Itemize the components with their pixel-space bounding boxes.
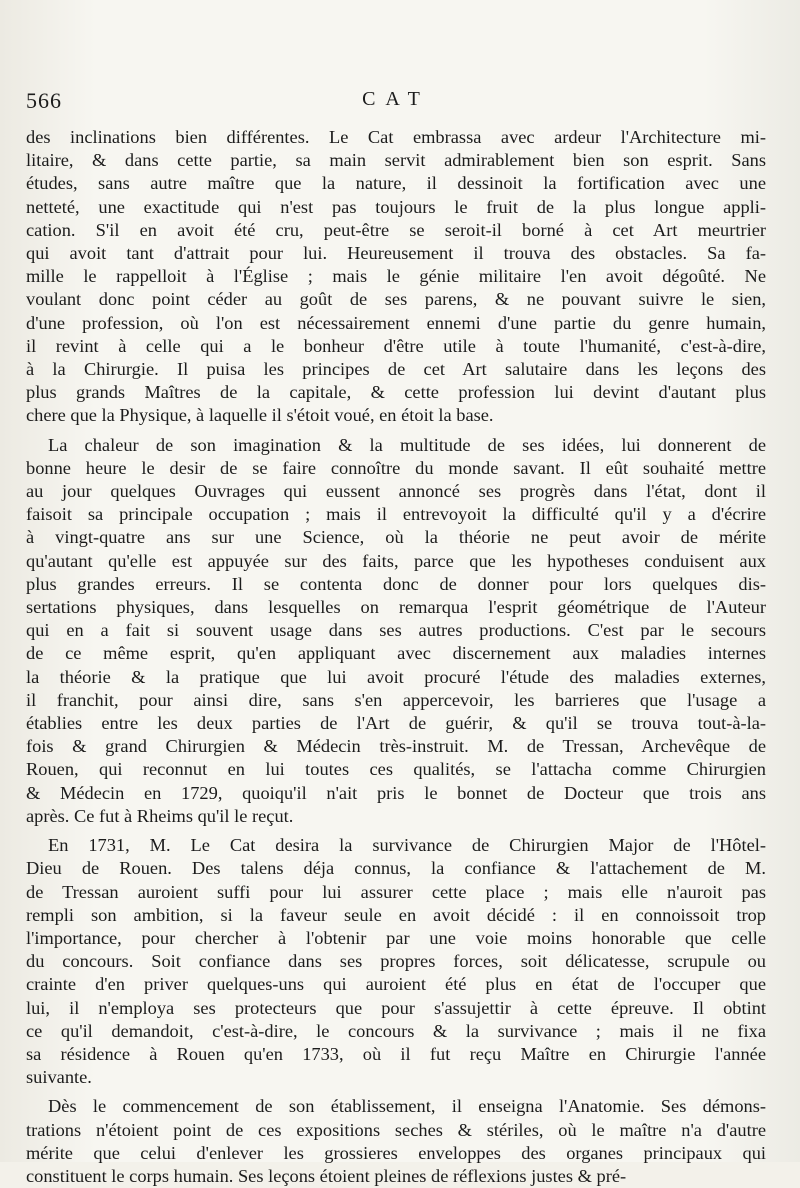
text-line: de Tressan auroient suffi pour lui assurer cette place ; mais elle n'auroit pas [26,881,766,902]
body-text [26,126,766,1188]
text-line: Dieu de Rouen. Des talens déja connus, la confiance & l'attachement de M. [26,858,766,879]
paragraph [26,834,766,1089]
page-number: 566 [26,88,62,113]
text-line: au jour quelques Ouvrages qui eussent annoncé ses progrès dans l'état, dont il [26,481,766,502]
text-line: suivante. [26,1067,92,1088]
text-line: lui, il n'employa ses protecteurs que pour s'assujettir à cette épreuve. Il obtint [26,997,766,1018]
text-line: ce qu'il demandoit, c'est-à-dire, le concours & la survivance ; mais il ne fixa [26,1020,766,1041]
text-line: rempli son ambition, si la faveur seule en avoit décidé : il en connoissoit trop [26,904,766,925]
page-header [26,88,766,126]
text-line: En 1731, M. Le Cat desira la survivance de Chirurgien Major de l'Hôtel- [48,835,766,856]
paragraph [26,434,766,828]
text-line: de ce même esprit, qu'en appliquant avec discernement aux maladies internes [26,643,766,664]
running-head: CAT [362,88,430,110]
text-line: plus grandes erreurs. Il se contenta donc de donner pour lors quelques dis- [26,573,766,594]
text-line: qui en a fait si souvent usage dans ses autres productions. C'est par le secours [26,620,766,641]
text-line: la théorie & la pratique que lui avoit procuré l'étude des maladies externes, [26,666,766,687]
text-line: après. Ce fut à Rheims qu'il le reçut. [26,805,294,826]
text-line: des inclinations bien différentes. Le Cat embrassa avec ardeur l'Architecture mi- [26,127,766,147]
text-line: établies entre les deux parties de l'Art de guérir, & qu'il se trouva tout-à-la- [26,713,766,734]
text-line: à vingt-quatre ans sur une Science, où la théorie ne peut avoir de mérite [26,527,766,548]
text-line: & Médecin en 1729, quoiqu'il n'ait pris le bonnet de Docteur que trois ans [26,782,766,803]
text-line: qui avoit tant d'attrait pour lui. Heureusement il trouva des obstacles. Sa fa- [26,243,766,264]
text-line: Dès le commencement de son établissement, il enseigna l'Anatomie. Ses démons- [48,1096,766,1117]
text-line: fois & grand Chirurgien & Médecin très-instruit. M. de Tressan, Archevêque de [26,736,766,757]
text-line: faisoit sa principale occupation ; mais il entrevoyoit la difficulté qu'il y a d'écrire [26,504,766,525]
text-line: il franchit, pour ainsi dire, sans s'en appercevoir, les barrieres que l'usage a [26,689,766,710]
text-line: chere que la Physique, à laquelle il s'étoit voué, en étoit la base. [26,405,494,426]
text-line: l'importance, pour chercher à l'obtenir par une voie moins honorable que celle [26,927,766,948]
text-line: d'une profession, où l'on est nécessairement ennemi d'une partie du genre humain, [26,312,766,333]
text-line: bonne heure le desir de se faire connoître du monde savant. Il eût souhaité mettre [26,457,766,478]
text-line: trations n'étoient point de ces expositions seches & stériles, où le maître n'a d'autre [26,1119,766,1140]
text-line: mérite que celui d'enlever les grossieres enveloppes des organes principaux qui [26,1142,766,1163]
text-line: crainte d'en priver quelques-uns qui auroient été plus en état de l'occuper que [26,974,766,995]
text-line: études, sans autre maître que la nature, il dessinoit la fortification avec une [26,173,766,194]
text-line: voulant donc point céder au goût de ses parens, & ne pouvant suivre le sien, [26,289,766,310]
paragraph [26,126,766,428]
text-line: constituent le corps humain. Ses leçons étoient pleines de réflexions justes & pré- [26,1165,627,1186]
text-line: plus grands Maîtres de la capitale, & cette profession lui devint d'autant plus [26,382,766,403]
text-line: La chaleur de son imagination & la multitude de ses idées, lui donnerent de [48,434,766,455]
text-line: cation. S'il en avoit été cru, peut-être se seroit-il borné à cet Art meurtrier [26,219,766,240]
text-line: Rouen, qui reconnut en lui toutes ces qualités, se l'attacha comme Chirurgien [26,759,766,780]
text-line: il revint à celle qui a le bonheur d'être utile à toute l'humanité, c'est-à-dire, [26,335,766,356]
text-line: netteté, une exactitude qui n'est pas toujours le fruit de la plus longue appli- [26,196,766,217]
text-line: sertations physiques, dans lesquelles on remarqua l'esprit géométrique de l'Auteur [26,597,766,618]
text-line: sa résidence à Rouen qu'en 1733, où il fut reçu Maître en Chirurgie l'année [26,1043,766,1064]
text-line: qu'autant qu'elle est appuyée sur des faits, parce que les hypotheses conduisent aux [26,550,766,571]
paragraph [26,1095,766,1188]
text-line: à la Chirurgie. Il puisa les principes de cet Art salutaire dans les leçons des [26,359,766,380]
text-line: mille le rappelloit à l'Église ; mais le génie militaire l'en avoit dégoûté. Ne [26,266,766,287]
text-line: du concours. Soit confiance dans ses propres forces, soit délicatesse, scrupule ou [26,951,766,972]
text-line: litaire, & dans cette partie, sa main servit admirablement bien son esprit. Sans [26,150,766,171]
